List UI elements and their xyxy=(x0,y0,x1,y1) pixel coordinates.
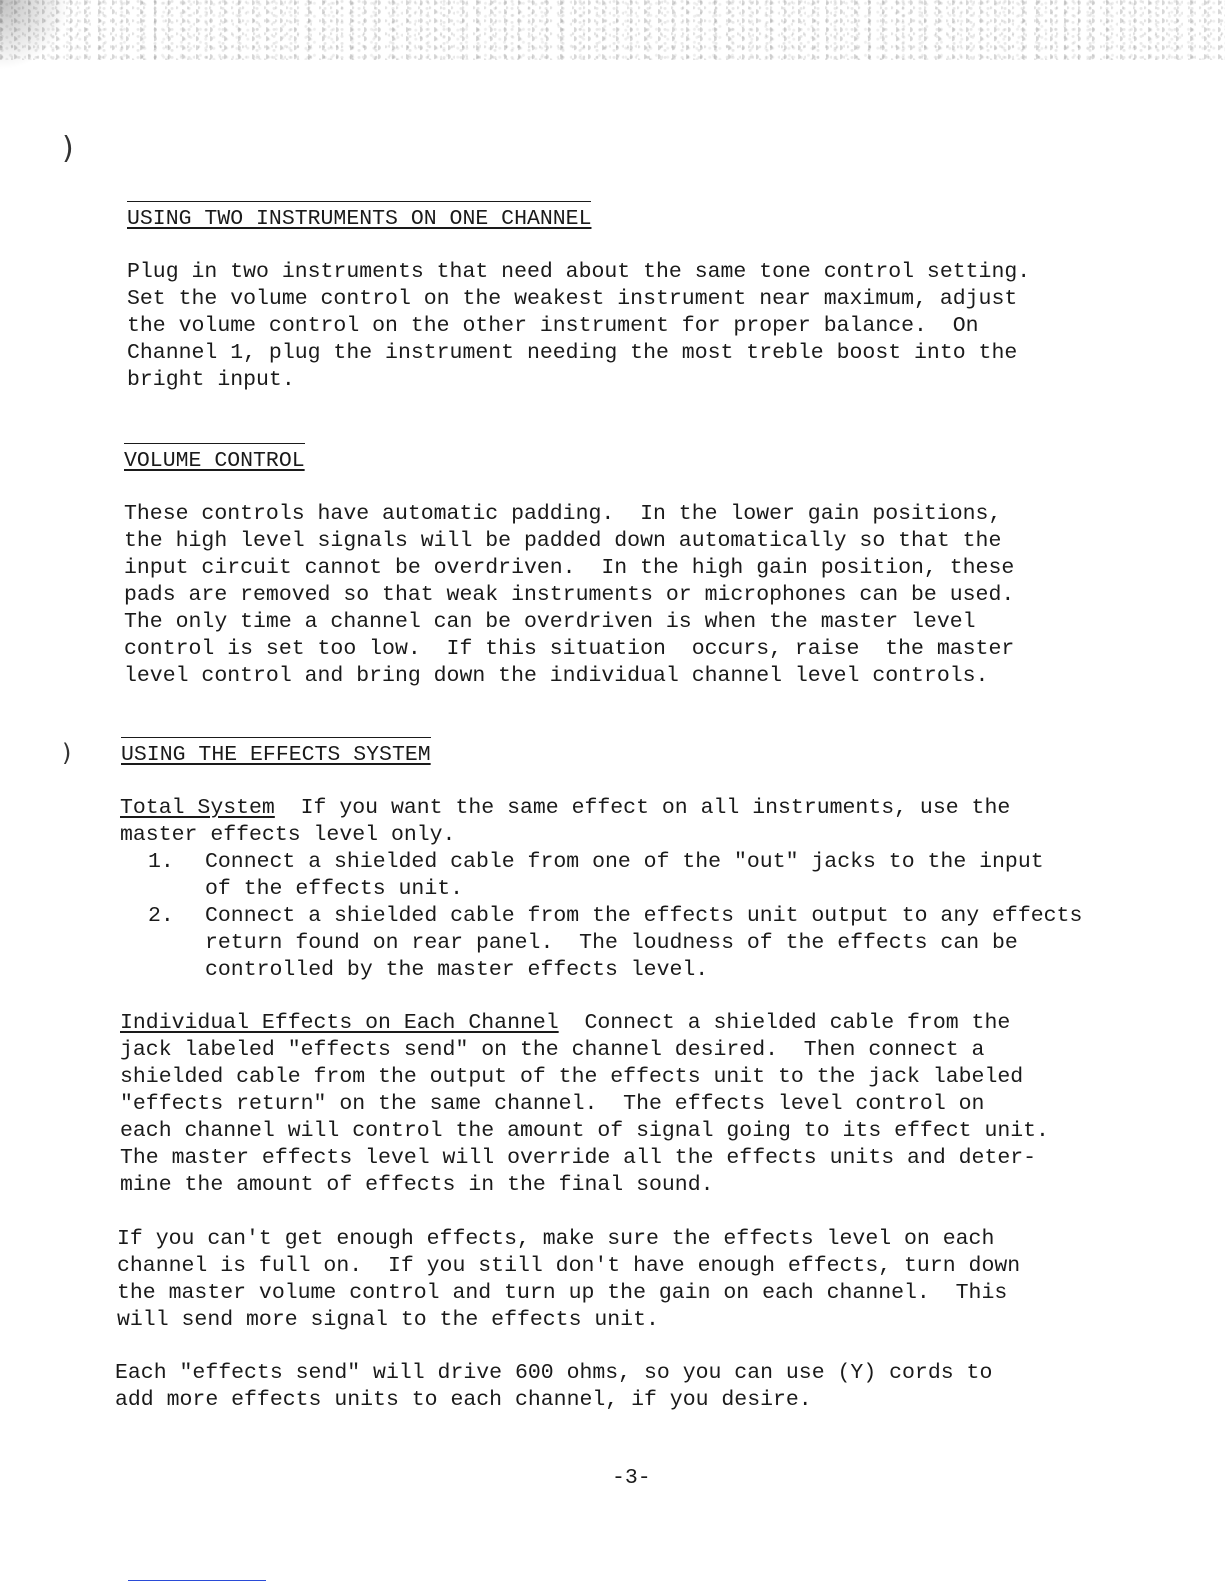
individual-effects-text: Connect a shielded cable from the jack labeled "effects send" on the channel desired. Then connect a shielded cable from the output of the effects unit to the jack labeled "effects return" on the same channel. The effects level control on each channel will control the amount of signal going to its effect unit. The master effects level will override all the effects units and deter- mine the amount of effects in the final sound. xyxy=(120,1011,1049,1197)
section-heading: USING TWO INSTRUMENTS ON ONE CHANNEL xyxy=(127,207,592,231)
section-heading: USING THE EFFECTS SYSTEM xyxy=(121,743,431,767)
effects-tip-paragraph: If you can't get enough effects, make sure the effects level on each channel is full on. If you still don't have enough effects, turn down the master volume control and turn up the gain on each channel. This will send more signal to the effects unit. xyxy=(117,1227,1021,1332)
binder-hole-mark: ) xyxy=(62,131,74,166)
list-item-number: 2. xyxy=(148,904,174,928)
scan-corner-shadow xyxy=(0,0,70,70)
list-item-text: Connect a shielded cable from the effects unit output to any effects return found on rear panel. The loudness of the effects can be controlled by the master effects level. xyxy=(205,904,1083,982)
total-system-paragraph xyxy=(120,795,1010,849)
section-paragraph: Plug in two instruments that need about the same tone control setting. Set the volume control on the weakest instrument near maximum, adjust the volume control on the other instrument for proper balance. On Channel 1, plug the instrument needing the most treble boost into the bright input. xyxy=(127,260,1031,392)
list-item-number: 1. xyxy=(148,850,174,874)
binder-hole-mark: ) xyxy=(62,739,72,767)
effects-send-paragraph: Each "effects send" will drive 600 ohms, so you can use (Y) cords to add more effects units to each channel, if you desire. xyxy=(115,1361,993,1412)
page-number: -3- xyxy=(612,1466,651,1490)
section-heading: VOLUME CONTROL xyxy=(124,449,305,473)
scan-noise-top xyxy=(0,0,1225,60)
bottom-line-artifact xyxy=(128,1580,266,1581)
individual-effects-paragraph xyxy=(120,1010,1049,1199)
total-system-label: Total System xyxy=(120,796,275,820)
total-system-intro: If you want the same effect on all instruments, use the master effects level only. xyxy=(120,796,1011,847)
individual-effects-label: Individual Effects on Each Channel xyxy=(120,1011,559,1035)
list-item-text: Connect a shielded cable from one of the "out" jacks to the input of the effects unit. xyxy=(205,850,1044,901)
section-paragraph: These controls have automatic padding. In the lower gain positions, the high level signals will be padded down automatically so that the input circuit cannot be overdriven. In the high gain position, these pads are removed so that weak instruments or microphones can be used. The only time a channel can be overdriven is when the master level control is set too low. If this situation occurs, raise the master level control and bring down the individual channel level controls. xyxy=(124,502,1015,688)
